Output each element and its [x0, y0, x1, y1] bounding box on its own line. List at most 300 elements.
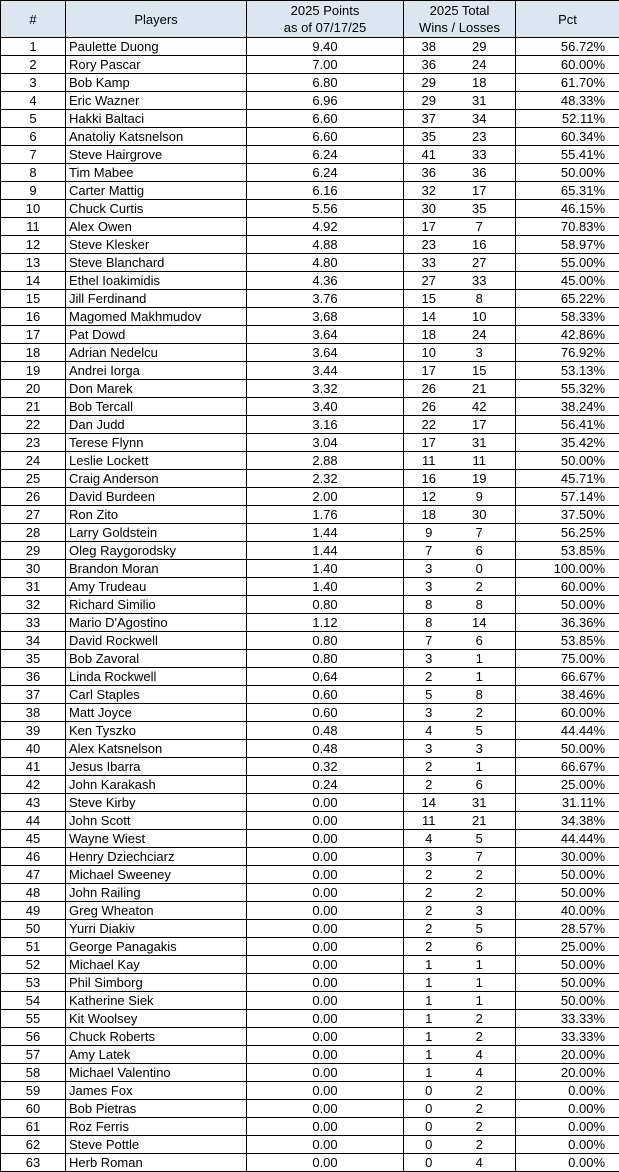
cell-rank: 52	[1, 956, 66, 974]
cell-player-name: Henry Dziechciarz	[66, 848, 247, 866]
cell-losses: 2	[454, 704, 516, 722]
cell-losses: 18	[454, 74, 516, 92]
cell-losses: 6	[454, 776, 516, 794]
cell-player-name: Dan Judd	[66, 416, 247, 434]
cell-wins: 41	[404, 146, 454, 164]
cell-points: 0.24	[247, 776, 404, 794]
cell-losses: 6	[454, 542, 516, 560]
table-row	[1, 650, 619, 668]
cell-pct: 58.33%	[516, 308, 619, 326]
cell-rank: 27	[1, 506, 66, 524]
table-row	[1, 596, 619, 614]
cell-losses: 4	[454, 1046, 516, 1064]
cell-player-name: Oleg Raygorodsky	[66, 542, 247, 560]
cell-player-name: Steve Hairgrove	[66, 146, 247, 164]
cell-player-name: John Scott	[66, 812, 247, 830]
cell-wins: 0	[404, 1082, 454, 1100]
cell-rank: 4	[1, 92, 66, 110]
table-row	[1, 362, 619, 380]
cell-points: 0.00	[247, 794, 404, 812]
cell-wins: 7	[404, 542, 454, 560]
cell-wins: 1	[404, 956, 454, 974]
cell-rank: 8	[1, 164, 66, 182]
cell-rank: 31	[1, 578, 66, 596]
cell-rank: 59	[1, 1082, 66, 1100]
table-row	[1, 1136, 619, 1154]
cell-player-name: Leslie Lockett	[66, 452, 247, 470]
cell-player-name: Wayne Wiest	[66, 830, 247, 848]
cell-pct: 50.00%	[516, 740, 619, 758]
cell-points: 0.00	[247, 1028, 404, 1046]
cell-player-name: Steve Klesker	[66, 236, 247, 254]
cell-pct: 35.42%	[516, 434, 619, 452]
cell-wins: 3	[404, 740, 454, 758]
header-pct: Pct	[516, 1, 619, 38]
cell-rank: 16	[1, 308, 66, 326]
table-row	[1, 110, 619, 128]
cell-pct: 25.00%	[516, 776, 619, 794]
cell-wins: 10	[404, 344, 454, 362]
cell-wins: 15	[404, 290, 454, 308]
cell-losses: 31	[454, 92, 516, 110]
cell-points: 6.96	[247, 92, 404, 110]
cell-rank: 23	[1, 434, 66, 452]
cell-points: 3.44	[247, 362, 404, 380]
cell-pct: 33.33%	[516, 1010, 619, 1028]
cell-wins: 38	[404, 38, 454, 56]
cell-pct: 56.25%	[516, 524, 619, 542]
cell-pct: 76.92%	[516, 344, 619, 362]
cell-player-name: David Rockwell	[66, 632, 247, 650]
cell-points: 0.00	[247, 938, 404, 956]
cell-losses: 33	[454, 146, 516, 164]
cell-player-name: Pat Dowd	[66, 326, 247, 344]
cell-player-name: James Fox	[66, 1082, 247, 1100]
cell-player-name: Brandon Moran	[66, 560, 247, 578]
table-row	[1, 308, 619, 326]
table-row	[1, 920, 619, 938]
cell-pct: 52.11%	[516, 110, 619, 128]
cell-pct: 55.41%	[516, 146, 619, 164]
cell-pct: 75.00%	[516, 650, 619, 668]
cell-pct: 50.00%	[516, 992, 619, 1010]
cell-wins: 18	[404, 326, 454, 344]
cell-pct: 61.70%	[516, 74, 619, 92]
cell-rank: 33	[1, 614, 66, 632]
cell-rank: 50	[1, 920, 66, 938]
table-row	[1, 686, 619, 704]
cell-points: 0.00	[247, 1118, 404, 1136]
header-wl-line1: 2025 Total	[429, 3, 490, 18]
cell-rank: 49	[1, 902, 66, 920]
cell-points: 1.76	[247, 506, 404, 524]
cell-rank: 24	[1, 452, 66, 470]
cell-wins: 2	[404, 776, 454, 794]
cell-losses: 4	[454, 1064, 516, 1082]
cell-pct: 55.32%	[516, 380, 619, 398]
cell-pct: 46.15%	[516, 200, 619, 218]
cell-pct: 37.50%	[516, 506, 619, 524]
cell-rank: 48	[1, 884, 66, 902]
cell-losses: 31	[454, 434, 516, 452]
cell-rank: 62	[1, 1136, 66, 1154]
cell-rank: 12	[1, 236, 66, 254]
table-row	[1, 902, 619, 920]
table-row	[1, 632, 619, 650]
cell-wins: 8	[404, 596, 454, 614]
cell-wins: 11	[404, 452, 454, 470]
cell-losses: 14	[454, 614, 516, 632]
cell-pct: 25.00%	[516, 938, 619, 956]
cell-player-name: Greg Wheaton	[66, 902, 247, 920]
cell-points: 4.80	[247, 254, 404, 272]
cell-losses: 9	[454, 488, 516, 506]
cell-rank: 60	[1, 1100, 66, 1118]
cell-losses: 34	[454, 110, 516, 128]
cell-rank: 9	[1, 182, 66, 200]
cell-rank: 63	[1, 1154, 66, 1172]
cell-losses: 24	[454, 56, 516, 74]
cell-losses: 3	[454, 740, 516, 758]
cell-rank: 29	[1, 542, 66, 560]
cell-player-name: Carter Mattig	[66, 182, 247, 200]
cell-rank: 32	[1, 596, 66, 614]
cell-player-name: Matt Joyce	[66, 704, 247, 722]
cell-rank: 22	[1, 416, 66, 434]
table-row	[1, 470, 619, 488]
cell-pct: 36.36%	[516, 614, 619, 632]
cell-wins: 1	[404, 1046, 454, 1064]
cell-player-name: Bob Tercall	[66, 398, 247, 416]
cell-wins: 0	[404, 1118, 454, 1136]
cell-losses: 17	[454, 416, 516, 434]
table-row	[1, 1154, 619, 1172]
table-row	[1, 992, 619, 1010]
table-row	[1, 182, 619, 200]
cell-points: 3.04	[247, 434, 404, 452]
cell-points: 6.24	[247, 146, 404, 164]
cell-rank: 41	[1, 758, 66, 776]
cell-pct: 53.85%	[516, 542, 619, 560]
cell-pct: 53.85%	[516, 632, 619, 650]
cell-pct: 65.31%	[516, 182, 619, 200]
table-row	[1, 1046, 619, 1064]
cell-points: 0.32	[247, 758, 404, 776]
cell-points: 0.00	[247, 974, 404, 992]
cell-losses: 1	[454, 956, 516, 974]
cell-pct: 66.67%	[516, 758, 619, 776]
cell-rank: 30	[1, 560, 66, 578]
cell-losses: 2	[454, 1010, 516, 1028]
cell-rank: 7	[1, 146, 66, 164]
cell-pct: 0.00%	[516, 1136, 619, 1154]
cell-rank: 14	[1, 272, 66, 290]
cell-rank: 19	[1, 362, 66, 380]
cell-points: 1.40	[247, 578, 404, 596]
cell-pct: 56.72%	[516, 38, 619, 56]
cell-pct: 56.41%	[516, 416, 619, 434]
cell-wins: 0	[404, 1154, 454, 1172]
cell-points: 0.00	[247, 902, 404, 920]
table-row	[1, 236, 619, 254]
cell-losses: 30	[454, 506, 516, 524]
cell-losses: 8	[454, 290, 516, 308]
cell-points: 0.00	[247, 866, 404, 884]
cell-player-name: Phil Simborg	[66, 974, 247, 992]
cell-wins: 14	[404, 794, 454, 812]
cell-points: 0.00	[247, 1064, 404, 1082]
cell-player-name: Katherine Siek	[66, 992, 247, 1010]
table-row	[1, 200, 619, 218]
cell-pct: 50.00%	[516, 956, 619, 974]
cell-wins: 2	[404, 920, 454, 938]
cell-player-name: Amy Latek	[66, 1046, 247, 1064]
cell-rank: 10	[1, 200, 66, 218]
cell-points: 0.00	[247, 1136, 404, 1154]
cell-pct: 44.44%	[516, 830, 619, 848]
cell-player-name: Amy Trudeau	[66, 578, 247, 596]
cell-wins: 35	[404, 128, 454, 146]
cell-points: 6.16	[247, 182, 404, 200]
cell-player-name: Magomed Makhmudov	[66, 308, 247, 326]
cell-wins: 17	[404, 362, 454, 380]
cell-losses: 1	[454, 650, 516, 668]
cell-points: 7.00	[247, 56, 404, 74]
cell-rank: 38	[1, 704, 66, 722]
cell-player-name: Larry Goldstein	[66, 524, 247, 542]
cell-wins: 36	[404, 164, 454, 182]
cell-pct: 0.00%	[516, 1082, 619, 1100]
cell-wins: 12	[404, 488, 454, 506]
table-row	[1, 722, 619, 740]
cell-losses: 19	[454, 470, 516, 488]
cell-points: 6.60	[247, 110, 404, 128]
cell-pct: 34.38%	[516, 812, 619, 830]
cell-points: 0.00	[247, 1154, 404, 1172]
cell-rank: 58	[1, 1064, 66, 1082]
cell-rank: 25	[1, 470, 66, 488]
cell-points: 0.60	[247, 686, 404, 704]
cell-losses: 42	[454, 398, 516, 416]
cell-losses: 35	[454, 200, 516, 218]
cell-pct: 70.83%	[516, 218, 619, 236]
cell-rank: 18	[1, 344, 66, 362]
cell-rank: 20	[1, 380, 66, 398]
table-row	[1, 380, 619, 398]
cell-player-name: Jill Ferdinand	[66, 290, 247, 308]
cell-rank: 44	[1, 812, 66, 830]
cell-player-name: Richard Similio	[66, 596, 247, 614]
table-row	[1, 416, 619, 434]
cell-wins: 27	[404, 272, 454, 290]
cell-wins: 2	[404, 758, 454, 776]
cell-player-name: Michael Valentino	[66, 1064, 247, 1082]
table-row	[1, 794, 619, 812]
cell-losses: 7	[454, 218, 516, 236]
cell-wins: 9	[404, 524, 454, 542]
cell-rank: 45	[1, 830, 66, 848]
cell-points: 3.64	[247, 344, 404, 362]
cell-wins: 1	[404, 974, 454, 992]
cell-pct: 33.33%	[516, 1028, 619, 1046]
cell-rank: 46	[1, 848, 66, 866]
cell-rank: 40	[1, 740, 66, 758]
cell-rank: 55	[1, 1010, 66, 1028]
cell-losses: 2	[454, 1100, 516, 1118]
cell-points: 6.80	[247, 74, 404, 92]
cell-wins: 2	[404, 668, 454, 686]
cell-losses: 33	[454, 272, 516, 290]
cell-pct: 100.00%	[516, 560, 619, 578]
cell-wins: 2	[404, 902, 454, 920]
cell-rank: 54	[1, 992, 66, 1010]
cell-player-name: Ken Tyszko	[66, 722, 247, 740]
cell-pct: 42.86%	[516, 326, 619, 344]
cell-rank: 3	[1, 74, 66, 92]
table-row	[1, 344, 619, 362]
cell-wins: 14	[404, 308, 454, 326]
cell-player-name: Steve Blanchard	[66, 254, 247, 272]
cell-player-name: John Karakash	[66, 776, 247, 794]
cell-losses: 23	[454, 128, 516, 146]
cell-pct: 65.22%	[516, 290, 619, 308]
cell-player-name: David Burdeen	[66, 488, 247, 506]
cell-rank: 35	[1, 650, 66, 668]
cell-wins: 26	[404, 398, 454, 416]
cell-losses: 5	[454, 830, 516, 848]
cell-pct: 60.00%	[516, 56, 619, 74]
cell-rank: 15	[1, 290, 66, 308]
cell-pct: 50.00%	[516, 452, 619, 470]
cell-losses: 15	[454, 362, 516, 380]
cell-points: 6.60	[247, 128, 404, 146]
cell-wins: 3	[404, 650, 454, 668]
cell-losses: 3	[454, 344, 516, 362]
cell-player-name: Craig Anderson	[66, 470, 247, 488]
cell-losses: 31	[454, 794, 516, 812]
cell-player-name: Eric Wazner	[66, 92, 247, 110]
cell-pct: 53.13%	[516, 362, 619, 380]
cell-points: 9.40	[247, 38, 404, 56]
cell-losses: 1	[454, 992, 516, 1010]
cell-player-name: Jesus Ibarra	[66, 758, 247, 776]
cell-points: 4.92	[247, 218, 404, 236]
cell-wins: 3	[404, 560, 454, 578]
table-row	[1, 146, 619, 164]
cell-losses: 2	[454, 866, 516, 884]
table-row	[1, 614, 619, 632]
cell-wins: 4	[404, 830, 454, 848]
cell-player-name: Don Marek	[66, 380, 247, 398]
cell-player-name: Michael Kay	[66, 956, 247, 974]
cell-rank: 37	[1, 686, 66, 704]
cell-losses: 17	[454, 182, 516, 200]
cell-pct: 20.00%	[516, 1064, 619, 1082]
cell-pct: 50.00%	[516, 974, 619, 992]
cell-player-name: Tim Mabee	[66, 164, 247, 182]
cell-rank: 5	[1, 110, 66, 128]
table-row	[1, 218, 619, 236]
cell-losses: 8	[454, 686, 516, 704]
cell-points: 6.24	[247, 164, 404, 182]
cell-player-name: Linda Rockwell	[66, 668, 247, 686]
table-row	[1, 506, 619, 524]
cell-losses: 6	[454, 938, 516, 956]
cell-player-name: Steve Kirby	[66, 794, 247, 812]
cell-player-name: Herb Roman	[66, 1154, 247, 1172]
cell-pct: 50.00%	[516, 596, 619, 614]
table-row	[1, 128, 619, 146]
cell-pct: 55.00%	[516, 254, 619, 272]
header-wl-line2: Wins / Losses	[419, 20, 500, 35]
header-row	[1, 1, 619, 38]
cell-wins: 22	[404, 416, 454, 434]
cell-wins: 2	[404, 938, 454, 956]
cell-wins: 3	[404, 704, 454, 722]
cell-player-name: Anatoliy Katsnelson	[66, 128, 247, 146]
cell-losses: 8	[454, 596, 516, 614]
cell-rank: 11	[1, 218, 66, 236]
cell-points: 2.32	[247, 470, 404, 488]
header-points	[247, 1, 404, 38]
cell-rank: 21	[1, 398, 66, 416]
cell-points: 4.88	[247, 236, 404, 254]
cell-points: 3.40	[247, 398, 404, 416]
cell-player-name: Chuck Roberts	[66, 1028, 247, 1046]
cell-rank: 2	[1, 56, 66, 74]
cell-rank: 39	[1, 722, 66, 740]
cell-rank: 1	[1, 38, 66, 56]
cell-pct: 30.00%	[516, 848, 619, 866]
cell-player-name: John Railing	[66, 884, 247, 902]
cell-rank: 47	[1, 866, 66, 884]
cell-points: 5.56	[247, 200, 404, 218]
cell-pct: 57.14%	[516, 488, 619, 506]
cell-wins: 5	[404, 686, 454, 704]
cell-pct: 50.00%	[516, 884, 619, 902]
cell-player-name: Ethel Ioakimidis	[66, 272, 247, 290]
cell-rank: 57	[1, 1046, 66, 1064]
cell-points: 3.76	[247, 290, 404, 308]
cell-pct: 45.71%	[516, 470, 619, 488]
cell-points: 0.00	[247, 992, 404, 1010]
cell-wins: 3	[404, 578, 454, 596]
cell-pct: 0.00%	[516, 1118, 619, 1136]
table-row	[1, 956, 619, 974]
cell-points: 0.80	[247, 596, 404, 614]
cell-wins: 17	[404, 434, 454, 452]
table-row	[1, 92, 619, 110]
cell-player-name: Alex Katsnelson	[66, 740, 247, 758]
table-body	[1, 38, 619, 1172]
cell-losses: 27	[454, 254, 516, 272]
cell-pct: 28.57%	[516, 920, 619, 938]
cell-pct: 31.11%	[516, 794, 619, 812]
cell-points: 0.60	[247, 704, 404, 722]
table-row	[1, 848, 619, 866]
cell-losses: 36	[454, 164, 516, 182]
cell-wins: 37	[404, 110, 454, 128]
cell-points: 1.44	[247, 542, 404, 560]
cell-player-name: Kit Woolsey	[66, 1010, 247, 1028]
cell-player-name: Terese Flynn	[66, 434, 247, 452]
table-row	[1, 1064, 619, 1082]
cell-rank: 43	[1, 794, 66, 812]
cell-player-name: Mario D'Agostino	[66, 614, 247, 632]
cell-wins: 2	[404, 866, 454, 884]
cell-wins: 4	[404, 722, 454, 740]
table-row	[1, 164, 619, 182]
